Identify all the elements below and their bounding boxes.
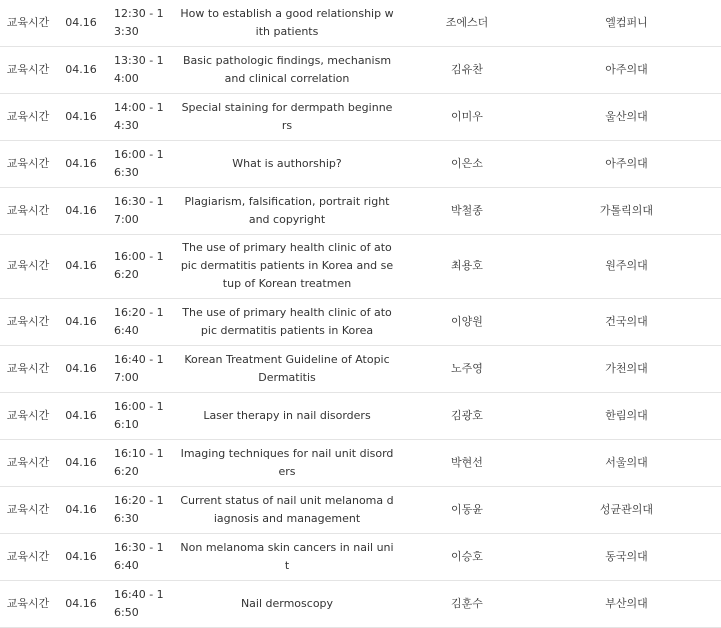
- session-title-cell: What is authorship?: [172, 140, 402, 187]
- table-row: [0, 140, 721, 187]
- session-title-cell: Plagiarism, falsification, portrait right and copyright: [172, 187, 402, 234]
- time-cell: 16:30 - 17:00: [106, 187, 172, 234]
- time-cell: 16:00 - 16:10: [106, 392, 172, 439]
- speaker-cell: 김광호: [402, 392, 532, 439]
- speaker-cell: 김유찬: [402, 46, 532, 93]
- session-title-cell: Korean Treatment Guideline of Atopic Dermatitis: [172, 345, 402, 392]
- affiliation-cell: 부산의대: [532, 580, 721, 627]
- session-title-cell: Laser therapy in nail disorders: [172, 392, 402, 439]
- date-cell: 04.16: [56, 187, 106, 234]
- speaker-cell: 이승호: [402, 533, 532, 580]
- date-cell: 04.16: [56, 93, 106, 140]
- table-row: [0, 580, 721, 627]
- table-row: [0, 0, 721, 46]
- type-cell: 교육시간: [0, 392, 56, 439]
- speaker-cell: 이은소: [402, 140, 532, 187]
- table-row: [0, 93, 721, 140]
- affiliation-cell: 울산의대: [532, 93, 721, 140]
- date-cell: 04.16: [56, 533, 106, 580]
- time-cell: 16:20 - 16:30: [106, 486, 172, 533]
- type-cell: 교육시간: [0, 298, 56, 345]
- session-title-cell: Current status of nail unit melanoma diagnosis and management: [172, 486, 402, 533]
- affiliation-cell: 가톨릭의대: [532, 187, 721, 234]
- session-title-cell: Nail dermoscopy: [172, 580, 402, 627]
- session-title-cell: The use of primary health clinic of atopic dermatitis patients in Korea and setup of Korean treatmen: [172, 234, 402, 298]
- type-cell: 교육시간: [0, 580, 56, 627]
- speaker-cell: 김훈수: [402, 580, 532, 627]
- affiliation-cell: 한림의대: [532, 392, 721, 439]
- time-cell: 16:10 - 16:20: [106, 439, 172, 486]
- affiliation-cell: 가천의대: [532, 345, 721, 392]
- date-cell: 04.16: [56, 140, 106, 187]
- session-title-cell: Basic pathologic findings, mechanism and clinical correlation: [172, 46, 402, 93]
- session-title-cell: Special staining for dermpath beginners: [172, 93, 402, 140]
- type-cell: 교육시간: [0, 46, 56, 93]
- date-cell: 04.16: [56, 0, 106, 46]
- date-cell: 04.16: [56, 580, 106, 627]
- time-cell: 16:00 - 16:30: [106, 140, 172, 187]
- date-cell: 04.16: [56, 486, 106, 533]
- date-cell: 04.16: [56, 439, 106, 486]
- date-cell: 04.16: [56, 298, 106, 345]
- session-title-cell: Non melanoma skin cancers in nail unit: [172, 533, 402, 580]
- table-row: [0, 345, 721, 392]
- time-cell: 13:30 - 14:00: [106, 46, 172, 93]
- speaker-cell: 이양원: [402, 298, 532, 345]
- type-cell: 교육시간: [0, 93, 56, 140]
- speaker-cell: 노주영: [402, 345, 532, 392]
- affiliation-cell: 엘컴퍼니: [532, 0, 721, 46]
- table-row: [0, 392, 721, 439]
- type-cell: 교육시간: [0, 486, 56, 533]
- type-cell: 교육시간: [0, 187, 56, 234]
- time-cell: 16:20 - 16:40: [106, 298, 172, 345]
- time-cell: 16:00 - 16:20: [106, 234, 172, 298]
- type-cell: 교육시간: [0, 0, 56, 46]
- time-cell: 12:30 - 13:30: [106, 0, 172, 46]
- table-row: [0, 486, 721, 533]
- table-row: [0, 533, 721, 580]
- date-cell: 04.16: [56, 46, 106, 93]
- session-title-cell: Imaging techniques for nail unit disorders: [172, 439, 402, 486]
- type-cell: 교육시간: [0, 439, 56, 486]
- table-row: [0, 46, 721, 93]
- affiliation-cell: 건국의대: [532, 298, 721, 345]
- speaker-cell: 이동윤: [402, 486, 532, 533]
- affiliation-cell: 원주의대: [532, 234, 721, 298]
- session-title-cell: How to establish a good relationship with patients: [172, 0, 402, 46]
- type-cell: 교육시간: [0, 345, 56, 392]
- time-cell: 16:40 - 16:50: [106, 580, 172, 627]
- table-row: [0, 298, 721, 345]
- table-row: [0, 439, 721, 486]
- speaker-cell: 박철종: [402, 187, 532, 234]
- affiliation-cell: 서울의대: [532, 439, 721, 486]
- speaker-cell: 최용호: [402, 234, 532, 298]
- session-title-cell: The use of primary health clinic of atopic dermatitis patients in Korea: [172, 298, 402, 345]
- date-cell: 04.16: [56, 345, 106, 392]
- date-cell: 04.16: [56, 234, 106, 298]
- table-row: [0, 187, 721, 234]
- type-cell: 교육시간: [0, 533, 56, 580]
- affiliation-cell: 아주의대: [532, 46, 721, 93]
- affiliation-cell: 아주의대: [532, 140, 721, 187]
- affiliation-cell: 동국의대: [532, 533, 721, 580]
- affiliation-cell: 성균관의대: [532, 486, 721, 533]
- type-cell: 교육시간: [0, 140, 56, 187]
- date-cell: 04.16: [56, 392, 106, 439]
- time-cell: 16:40 - 17:00: [106, 345, 172, 392]
- type-cell: 교육시간: [0, 234, 56, 298]
- time-cell: 16:30 - 16:40: [106, 533, 172, 580]
- speaker-cell: 이미우: [402, 93, 532, 140]
- time-cell: 14:00 - 14:30: [106, 93, 172, 140]
- speaker-cell: 박현선: [402, 439, 532, 486]
- table-row: [0, 234, 721, 298]
- speaker-cell: 조에스더: [402, 0, 532, 46]
